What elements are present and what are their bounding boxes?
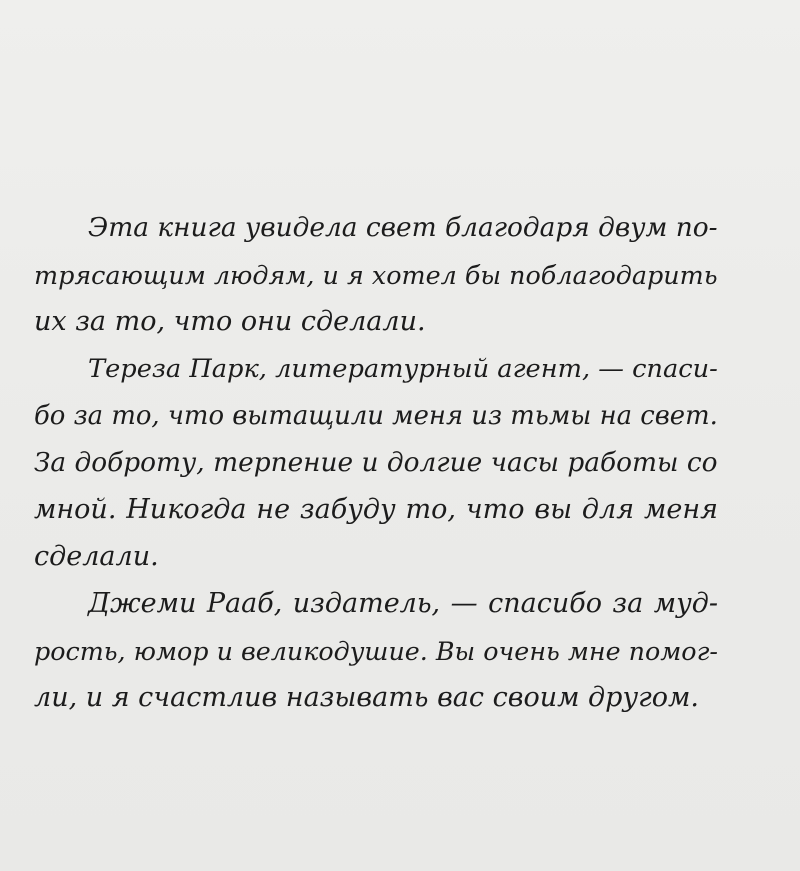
text-line: бо за то, что вытащили меня из тьмы на свет. [34,401,718,431]
text-line: Тереза Парк, литературный агент, — спаси- [88,354,718,384]
text-line: их за то, что они сделали. [34,306,426,337]
text-line: За доброту, терпение и долгие часы работы со [34,448,718,478]
text-line: мной. Никогда не забуду то, что вы для меня [34,494,718,525]
text-line: трясающим людям, и я хотел бы поблагодарить [34,260,718,290]
text-line: Джеми Рааб, издатель, — спасибо за муд- [88,588,718,619]
text-line: Эта книга увидела свет благодаря двум по- [88,212,718,243]
text-line: сделали. [34,541,159,572]
text-line: ли, и я счастлив называть вас своим другом. [34,682,699,713]
text-line: рость, юмор и великодушие. Вы очень мне помог- [34,636,718,666]
